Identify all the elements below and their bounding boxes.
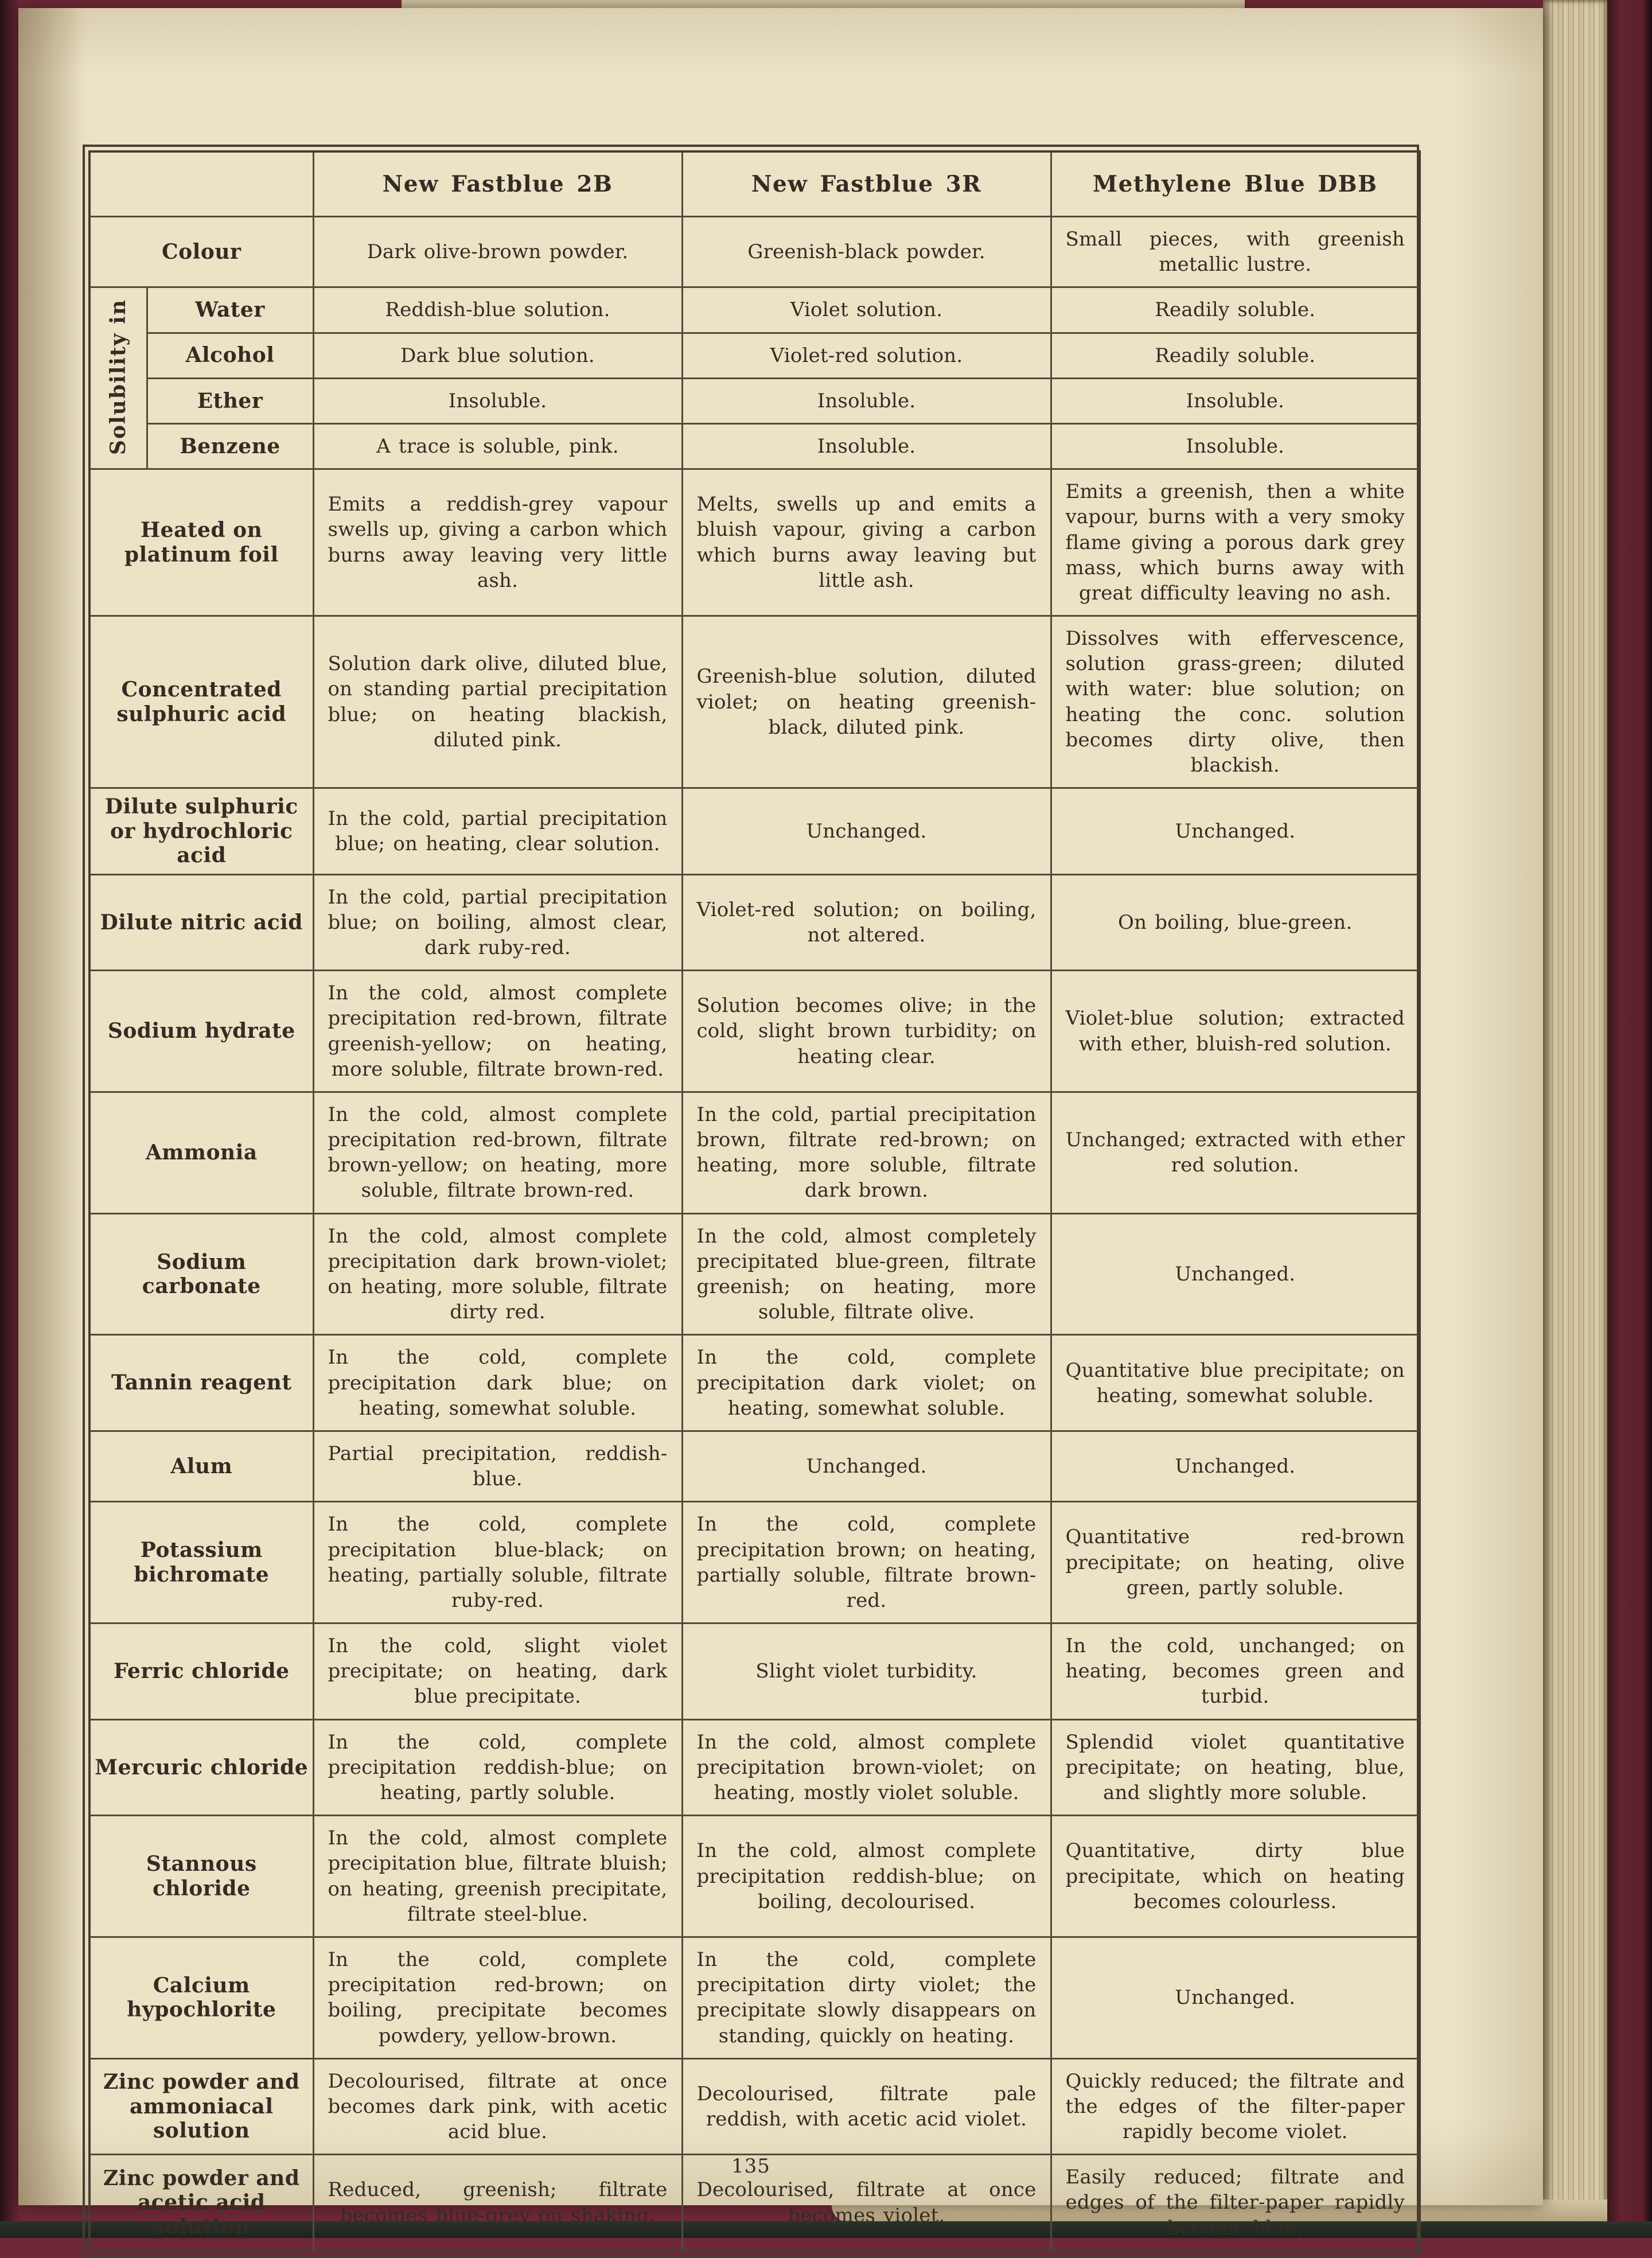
- table-corner-cell: [89, 151, 313, 217]
- book-page: [18, 8, 1543, 2240]
- row-label: Stannous chloride: [89, 1816, 313, 1937]
- table-cell: In the cold, almost completely precipitated blue-green, filtrate greenish; on heating, more soluble, filtrate olive.: [682, 1213, 1051, 1335]
- table-cell: Quantitative red-brown precipitate; on heating, olive green, partly soluble.: [1051, 1502, 1420, 1624]
- table-cell: In the cold, unchanged; on heating, becomes green and turbid.: [1051, 1624, 1420, 1720]
- table-cell: In the cold, almost complete precipitation blue, filtrate bluish; on heating, greenish precipitate, filtrate steel-blue.: [313, 1816, 682, 1937]
- row-label: Dilute sulphuric or hydrochloric acid: [89, 788, 313, 874]
- table-cell: Dissolves with effervescence, solution grass-green; diluted with water: blue solution; on heating the conc. solution becomes dirty olive, then blackish.: [1051, 616, 1420, 788]
- table-cell: Decolourised, filtrate at once becomes violet.: [682, 2155, 1051, 2251]
- table-cell: Easily reduced; filtrate and edges of the filter-paper rapidly become blue.: [1051, 2155, 1420, 2251]
- table-cell: In the cold, complete precipitation blue-black; on heating, partially soluble, filtrate ruby-red.: [313, 1502, 682, 1624]
- table-cell: In the cold, partial precipitation blue; on boiling, almost clear, dark ruby-red.: [313, 874, 682, 971]
- table-cell: Partial precipitation, reddish-blue.: [313, 1431, 682, 1501]
- table-cell: In the cold, partial precipitation blue; on heating, clear solution.: [313, 788, 682, 874]
- dye-properties-table: [88, 150, 1421, 2252]
- table-cell: Readily soluble.: [1051, 287, 1420, 333]
- table-cell: Reddish-blue solution.: [313, 287, 682, 333]
- table-row: [89, 1092, 1420, 1213]
- table-row: [89, 287, 1420, 333]
- table-cell: Unchanged.: [1051, 1213, 1420, 1335]
- table-cell: Unchanged.: [1051, 1431, 1420, 1501]
- table-cell: In the cold, almost complete precipitation red-brown, filtrate greenish-yellow; on heating, more soluble, filtrate brown-red.: [313, 971, 682, 1092]
- table-cell: Unchanged.: [682, 788, 1051, 874]
- table-cell: Emits a reddish-grey vapour swells up, giving a carbon which burns away leaving very little ash.: [313, 469, 682, 616]
- table-row: [89, 1431, 1420, 1501]
- table-row: [89, 469, 1420, 616]
- table-cell: In the cold, almost complete precipitation red-brown, filtrate brown-yellow; on heating, more soluble, filtrate brown-red.: [313, 1092, 682, 1213]
- row-label: Ferric chloride: [89, 1624, 313, 1720]
- table-row: [89, 1502, 1420, 1624]
- table-cell: Dark blue solution.: [313, 333, 682, 378]
- row-label: Zinc powder and acetic acid solution: [89, 2155, 313, 2251]
- table-cell: Quantitative blue precipitate; on heating, somewhat soluble.: [1051, 1335, 1420, 1431]
- page-number: 135: [731, 2155, 770, 2178]
- book-binding-gutter: [0, 0, 21, 2238]
- table-row: [89, 378, 1420, 423]
- table-cell: Small pieces, with greenish metallic lustre.: [1051, 217, 1420, 287]
- table-cell: A trace is soluble, pink.: [313, 423, 682, 469]
- row-label: Water: [147, 287, 313, 333]
- table-cell: Reduced, greenish; filtrate becomes blue-grey on shaking.: [313, 2155, 682, 2251]
- row-label: Alum: [89, 1431, 313, 1501]
- table-header: [89, 151, 1420, 217]
- table-cell: In the cold, complete precipitation dark blue; on heating, somewhat soluble.: [313, 1335, 682, 1431]
- table-cell: Quantitative, dirty blue precipitate, which on heating becomes colourless.: [1051, 1816, 1420, 1937]
- row-label: Tannin reagent: [89, 1335, 313, 1431]
- solubility-group-label-text: Solubility in: [106, 299, 131, 456]
- row-label: Sodium carbonate: [89, 1213, 313, 1335]
- table-body: [89, 217, 1420, 2251]
- table-row: [89, 874, 1420, 971]
- table-cell: In the cold, complete precipitation brown; on heating, partially soluble, filtrate brown-red.: [682, 1502, 1051, 1624]
- table-cell: Slight violet turbidity.: [682, 1624, 1051, 1720]
- table-cell: Decolourised, filtrate pale reddish, with acetic acid violet.: [682, 2058, 1051, 2155]
- row-label: Ether: [147, 378, 313, 423]
- table-cell: Melts, swells up and emits a bluish vapour, giving a carbon which burns away leaving but little ash.: [682, 469, 1051, 616]
- table-cell: In the cold, partial precipitation brown, filtrate red-brown; on heating, more soluble, filtrate dark brown.: [682, 1092, 1051, 1213]
- table-cell: Violet solution.: [682, 287, 1051, 333]
- table-cell: In the cold, slight violet precipitate; on heating, dark blue precipitate.: [313, 1624, 682, 1720]
- column-header-methylene-blue-dbb: Methylene Blue DBB: [1051, 151, 1420, 217]
- table-row: [89, 788, 1420, 874]
- table-cell: Insoluble.: [1051, 378, 1420, 423]
- table-cell: Unchanged; extracted with ether red solution.: [1051, 1092, 1420, 1213]
- table-cell: Quickly reduced; the filtrate and the edges of the filter-paper rapidly become violet.: [1051, 2058, 1420, 2155]
- table-cell: Decolourised, filtrate at once becomes dark pink, with acetic acid blue.: [313, 2058, 682, 2155]
- table-cell: Unchanged.: [1051, 788, 1420, 874]
- row-label: Zinc powder and ammoniacal solution: [89, 2058, 313, 2155]
- table-row: [89, 2058, 1420, 2155]
- table-cell: Solution becomes olive; in the cold, slight brown turbidity; on heating clear.: [682, 971, 1051, 1092]
- table-cell: Violet-red solution; on boiling, not altered.: [682, 874, 1051, 971]
- table-cell: Greenish-blue solution, diluted violet; on heating greenish-black, diluted pink.: [682, 616, 1051, 788]
- table-row: [89, 616, 1420, 788]
- row-label: Benzene: [147, 423, 313, 469]
- row-label: Heated on platinum foil: [89, 469, 313, 616]
- dye-properties-table-frame: [83, 145, 1419, 2258]
- table-cell: Unchanged.: [1051, 1937, 1420, 2058]
- table-cell: Insoluble.: [682, 378, 1051, 423]
- table-cell: Solution dark olive, diluted blue, on standing partial precipitation blue; on heating blackish, diluted pink.: [313, 616, 682, 788]
- table-cell: Insoluble.: [682, 423, 1051, 469]
- table-cell: In the cold, complete precipitation reddish-blue; on heating, partly soluble.: [313, 1719, 682, 1816]
- table-header-row: [89, 151, 1420, 217]
- table-row: [89, 1624, 1420, 1720]
- table-cell: In the cold, complete precipitation dirty violet; the precipitate slowly disappears on standing, quickly on heating.: [682, 1937, 1051, 2058]
- row-label: Alcohol: [147, 333, 313, 378]
- solubility-group-label: [89, 287, 147, 469]
- table-row: [89, 971, 1420, 1092]
- right-page-edges: [1543, 0, 1607, 2221]
- table-cell: Insoluble.: [313, 378, 682, 423]
- table-row: [89, 1816, 1420, 1937]
- book-cover-right: [1607, 0, 1652, 2238]
- table-row: [89, 1335, 1420, 1431]
- table-cell: Readily soluble.: [1051, 333, 1420, 378]
- table-cell: In the cold, almost complete precipitation brown-violet; on heating, mostly violet soluble.: [682, 1719, 1051, 1816]
- table-cell: Dark olive-brown powder.: [313, 217, 682, 287]
- row-label: Colour: [89, 217, 313, 287]
- table-cell: In the cold, almost complete precipitation dark brown-violet; on heating, more soluble, filtrate dirty red.: [313, 1213, 682, 1335]
- table-row: [89, 1719, 1420, 1816]
- table-cell: Greenish-black powder.: [682, 217, 1051, 287]
- table-row: [89, 217, 1420, 287]
- table-cell: Insoluble.: [1051, 423, 1420, 469]
- column-header-new-fastblue-2b: New Fastblue 2B: [313, 151, 682, 217]
- row-label: Calcium hypochlorite: [89, 1937, 313, 2058]
- table-cell: Violet-blue solution; extracted with ether, bluish-red solution.: [1051, 971, 1420, 1092]
- row-label: Dilute nitric acid: [89, 874, 313, 971]
- table-row: [89, 423, 1420, 469]
- row-label: Mercuric chloride: [89, 1719, 313, 1816]
- row-label: Sodium hydrate: [89, 971, 313, 1092]
- table-cell: Splendid violet quantitative precipitate; on heating, blue, and slightly more soluble.: [1051, 1719, 1420, 1816]
- row-label: Ammonia: [89, 1092, 313, 1213]
- table-row: [89, 333, 1420, 378]
- table-row: [89, 1937, 1420, 2058]
- table-row: [89, 1213, 1420, 1335]
- table-cell: On boiling, blue-green.: [1051, 874, 1420, 971]
- row-label: Potassium bichromate: [89, 1502, 313, 1624]
- column-header-new-fastblue-3r: New Fastblue 3R: [682, 151, 1051, 217]
- row-label: Concentrated sulphuric acid: [89, 616, 313, 788]
- table-cell: Unchanged.: [682, 1431, 1051, 1501]
- table-cell: In the cold, complete precipitation red-brown; on boiling, precipitate becomes powdery, yellow-brown.: [313, 1937, 682, 2058]
- table-cell: In the cold, almost complete precipitation reddish-blue; on boiling, decolourised.: [682, 1816, 1051, 1937]
- table-cell: Emits a greenish, then a white vapour, burns with a very smoky flame giving a porous dark grey mass, which burns away with great difficulty leaving no ash.: [1051, 469, 1420, 616]
- table-cell: In the cold, complete precipitation dark violet; on heating, somewhat soluble.: [682, 1335, 1051, 1431]
- table-cell: Violet-red solution.: [682, 333, 1051, 378]
